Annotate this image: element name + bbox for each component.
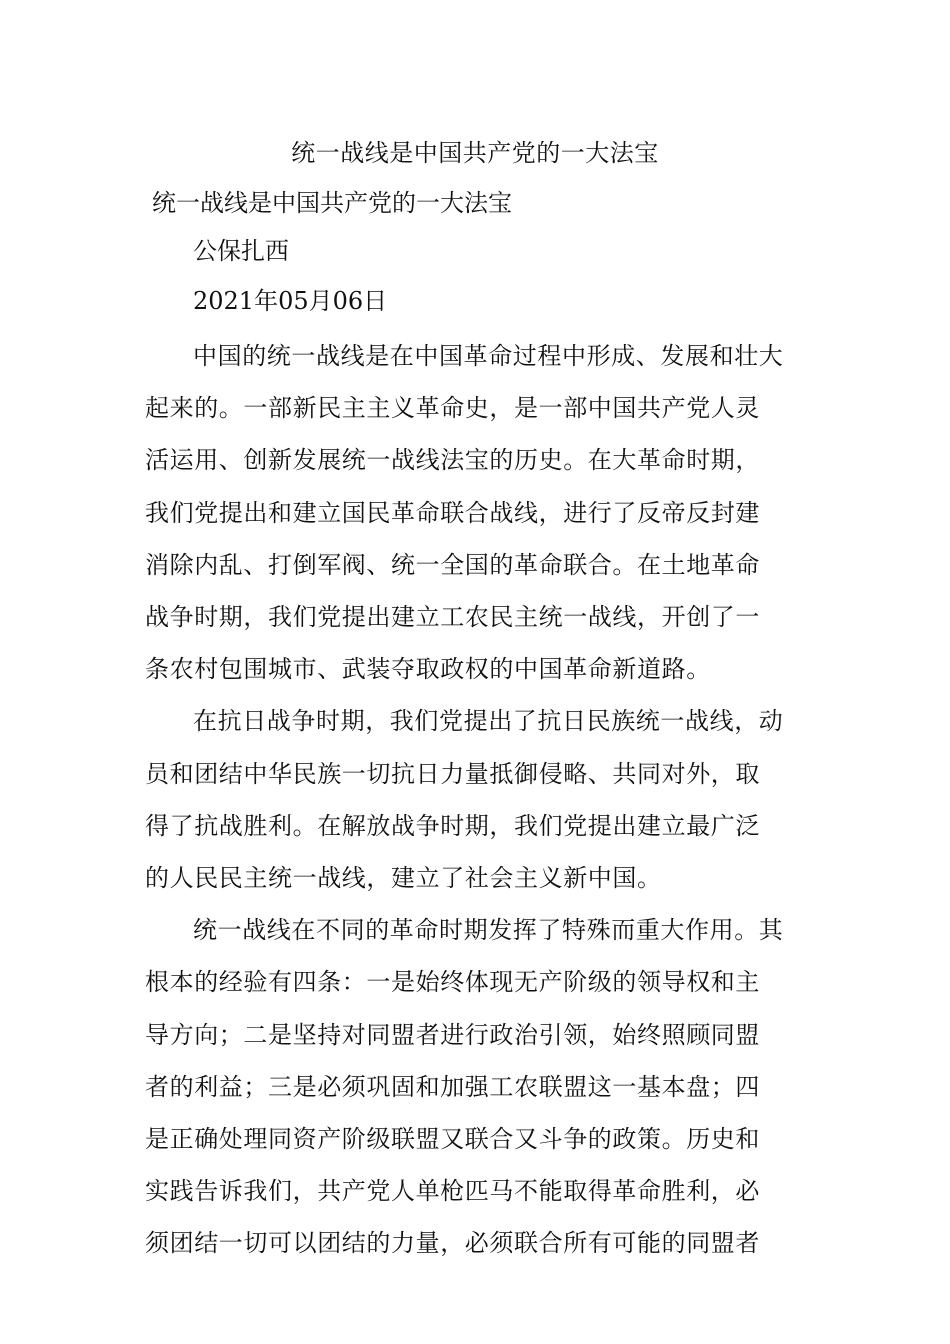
document-date: 2021年05月06日 [193, 287, 388, 315]
body-paragraph: 中国的统一战线是在中国革命过程中形成、发展和壮大 起来的。一部新民主主义革命史，是一部中国共产党人灵 活运用、创新发展统一战线法宝的历史。在大革命时期， 我们党提出和建立国民革命联合战线，进行了反帝反封建 消除内乱、打倒军阀、统一全国的革命联合。在土地革命 战争时期，我们党提出建立工农民主统一战线，开创了一 条农村包围城市、武装夺取政权的中国革命新道路。 [145, 342, 784, 684]
document-title: 统一战线是中国共产党的一大法宝 [291, 139, 659, 167]
body-paragraph: 在抗日战争时期，我们党提出了抗日民族统一战线，动 员和团结中华民族一切抗日力量抵御侵略、共同对外，取 得了抗战胜利。在解放战争时期，我们党提出建立最广泛 的人民民主统一战线，建立了社会主义新中国。 [145, 707, 784, 893]
document-author: 公保扎西 [193, 237, 289, 265]
document-body [145, 330, 807, 1270]
document-subtitle: 统一战线是中国共产党的一大法宝 [152, 189, 512, 217]
body-paragraph: 统一战线在不同的革命时期发挥了特殊而重大作用。其 根本的经验有四条：一是始终体现无产阶级的领导权和主 导方向；二是坚持对同盟者进行政治引领，始终照顾同盟 者的利益；三是必须巩固和加强工农联盟这一基本盘；四 是正确处理同资产阶级联盟又联合又斗争的政策。历史和 实践告诉我们，共产党人单枪匹马不能取得革命胜利，必 须团结一切可以团结的力量，必须联合所有可能的同盟者 [145, 916, 784, 1258]
